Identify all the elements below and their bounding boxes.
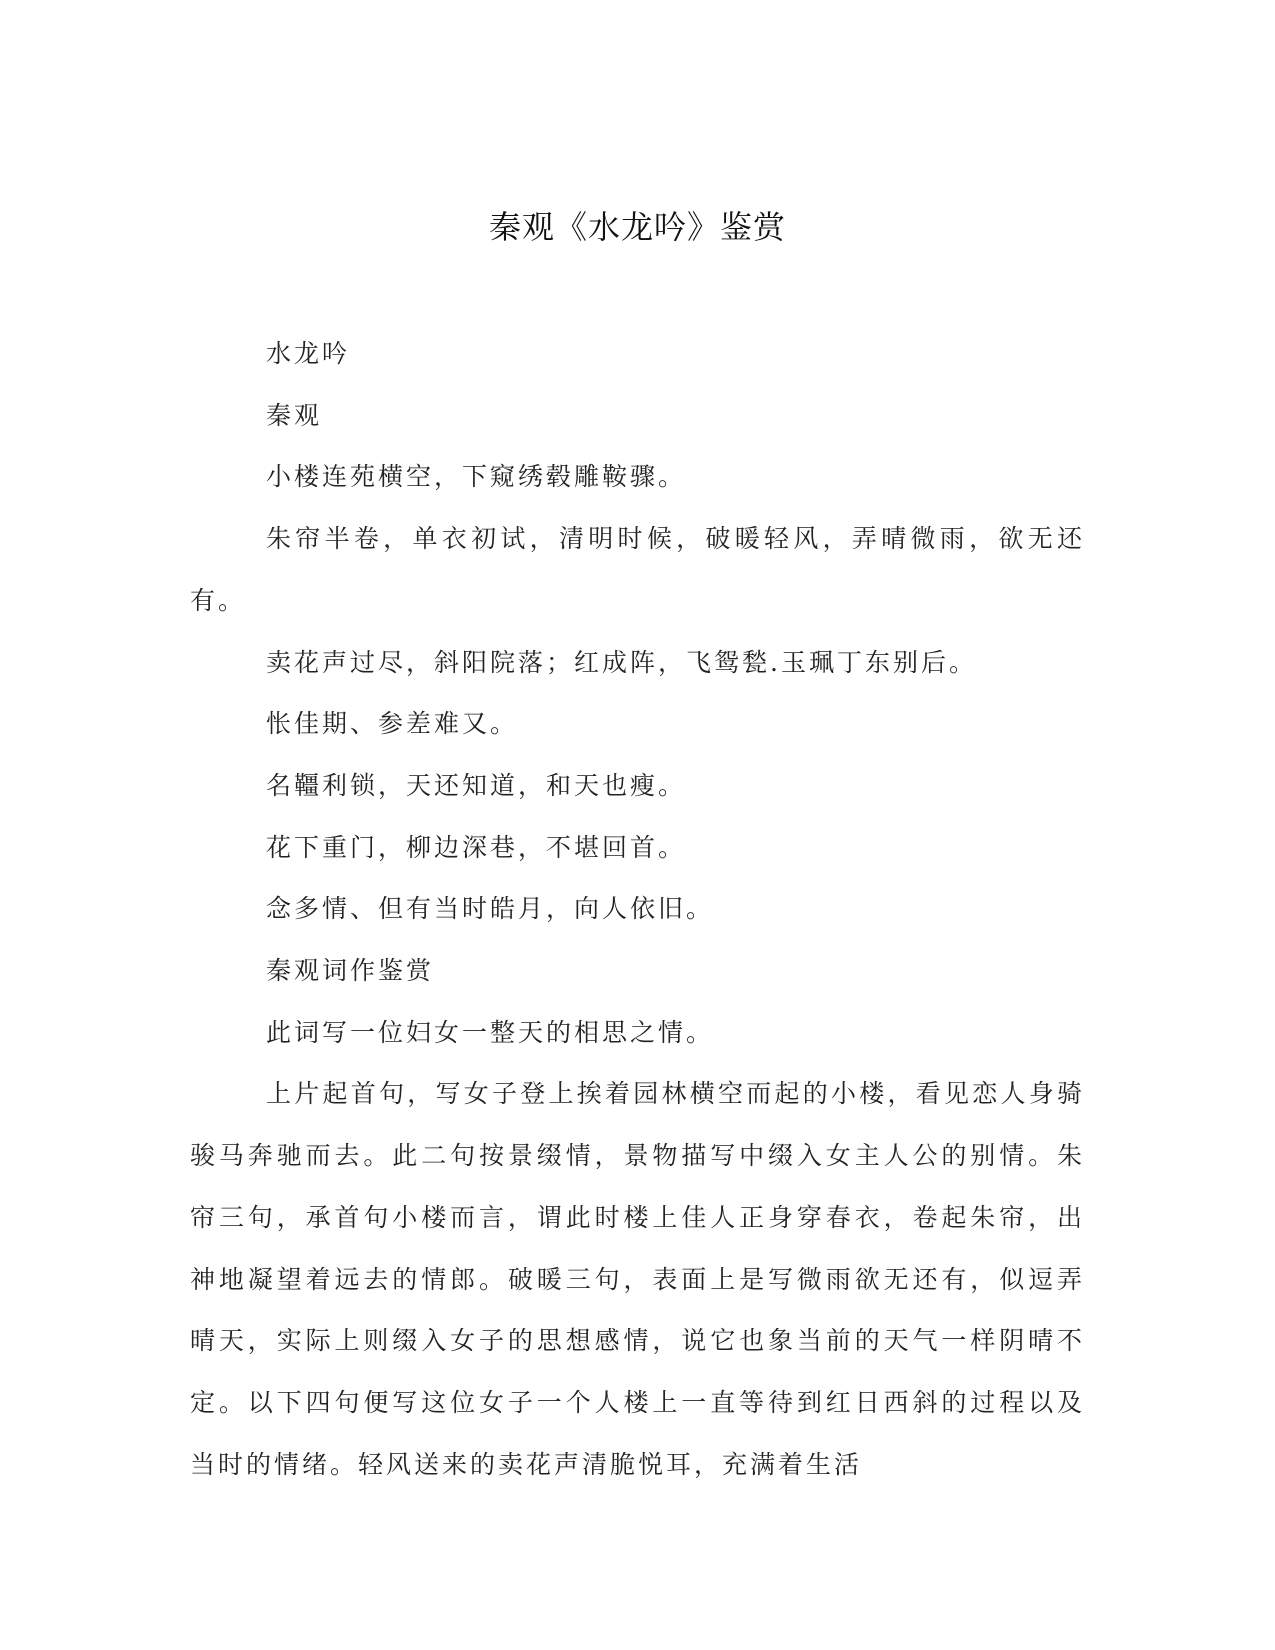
poem-line: 花下重门，柳边深巷，不堪回首。 (266, 832, 687, 862)
section-heading: 秦观词作鉴赏 (266, 956, 435, 986)
poem-line: 卖花声过尽，斜阳院落；红成阵，飞鸳甃.玉珮丁东别后。 (266, 647, 977, 677)
commentary-paragraph: 此词写一位妇女一整天的相思之情。 (266, 1017, 715, 1047)
poem-line: 名韁利锁，天还知道，和天也瘦。 (266, 770, 687, 800)
commentary-paragraph: 上片起首句，写女子登上挨着园林横空而起的小楼，看见恋人身骑骏马奔驰而去。此二句按景缀情，景物描写中缀入女主人公的别情。朱帘三句，承首句小楼而言，谓此时楼上佳人正身穿春衣，卷起朱帘，出神地凝望着远去的情郎。破暖三句，表面上是写微雨欲无还有，似逗弄晴天，实际上则缀入女子的思想感情，说它也象当前的天气一样阴晴不定。以下四句便写这位女子一个人楼上一直等待到红日西斜的过程以及当时的情绪。轻风送来的卖花声清脆悦耳，充满着生活 (190, 1079, 1085, 1479)
poem-line: 小楼连苑横空，下窥绣毂雕鞍骤。 (266, 462, 687, 492)
poem-title: 水龙吟 (266, 339, 351, 368)
poem-line: 念多情、但有当时皓月，向人依旧。 (266, 894, 715, 924)
poem-line: 朱帘半卷，单衣初试，清明时候，破暖轻风，弄晴微雨，欲无还有。 (190, 524, 1085, 615)
poem-author: 秦观 (266, 400, 323, 430)
poem-line: 怅佳期、参差难又。 (266, 709, 519, 739)
document-title: 秦观《水龙吟》鉴赏 (488, 208, 786, 246)
document-body (190, 323, 1085, 1495)
